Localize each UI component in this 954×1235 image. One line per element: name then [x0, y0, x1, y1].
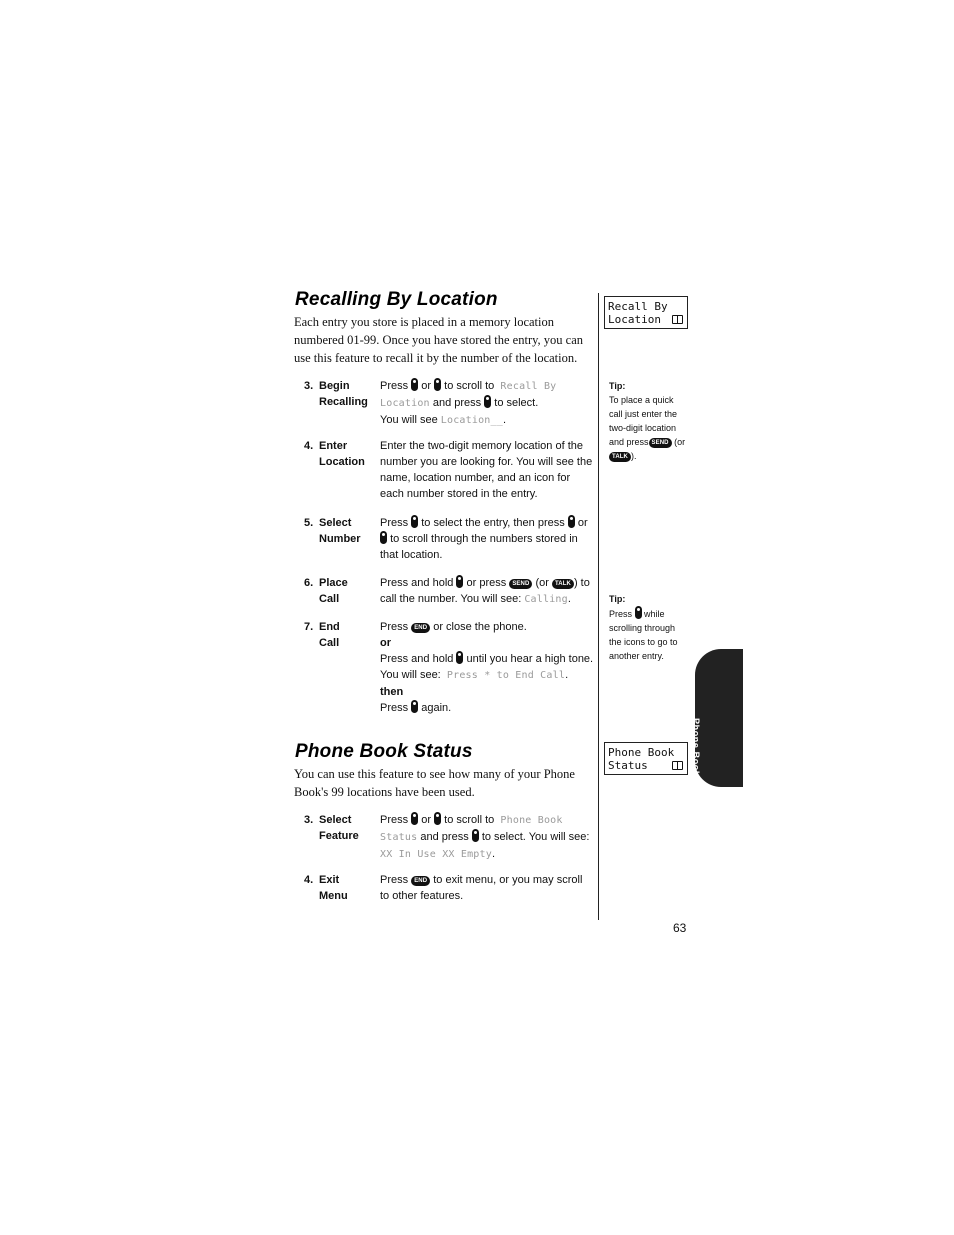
section-tab — [695, 649, 743, 787]
talk-key-icon: TALK — [552, 579, 574, 589]
send-key-icon: SEND — [649, 438, 672, 448]
intro-phone-book-status: You can use this feature to see how many of your Phone Book's 99 locations have been used. — [294, 767, 575, 799]
phone-book-icon — [672, 315, 683, 324]
smart-key-icon — [456, 651, 463, 664]
section-title-recalling: Recalling By Location — [295, 289, 498, 310]
tip-quick-call: Tip: To place a quick call just enter the two-digit location and press SEND (or TALK ). — [609, 381, 686, 461]
send-key-icon: SEND — [509, 579, 532, 589]
page-number: 63 — [673, 921, 687, 935]
end-key-icon: END — [411, 623, 430, 633]
smart-key-icon — [456, 575, 463, 588]
scroll-up-key-icon — [411, 812, 418, 825]
section-title-phone-book-status: Phone Book Status — [295, 741, 473, 762]
phone-book-icon — [672, 761, 683, 770]
scroll-down-key-icon — [434, 812, 441, 825]
intro-recalling: Each entry you store is placed in a memory location numbered 01-99. Once you have stored the entry, you can use this feature to recall it by the number of the location. — [294, 315, 584, 365]
smart-key-icon — [635, 606, 642, 619]
display-phone-book-status: Phone Book Status — [604, 742, 688, 775]
scroll-down-key-icon — [380, 531, 387, 544]
talk-key-icon: TALK — [609, 452, 631, 462]
end-key-icon: END — [411, 876, 430, 886]
select-key-icon — [411, 515, 418, 528]
display-recall-by-location: Recall By Location — [604, 296, 688, 329]
select-key-icon — [472, 829, 479, 842]
tip-scroll-icons: Tip: Press while scrolling through the icons to go to another entry. — [609, 594, 678, 661]
scroll-up-key-icon — [568, 515, 575, 528]
select-key-icon — [484, 395, 491, 408]
column-divider — [598, 293, 599, 920]
scroll-up-key-icon — [411, 378, 418, 391]
select-key-icon — [411, 700, 418, 713]
scroll-down-key-icon — [434, 378, 441, 391]
section-tab-label: Phone Book — [691, 718, 701, 777]
